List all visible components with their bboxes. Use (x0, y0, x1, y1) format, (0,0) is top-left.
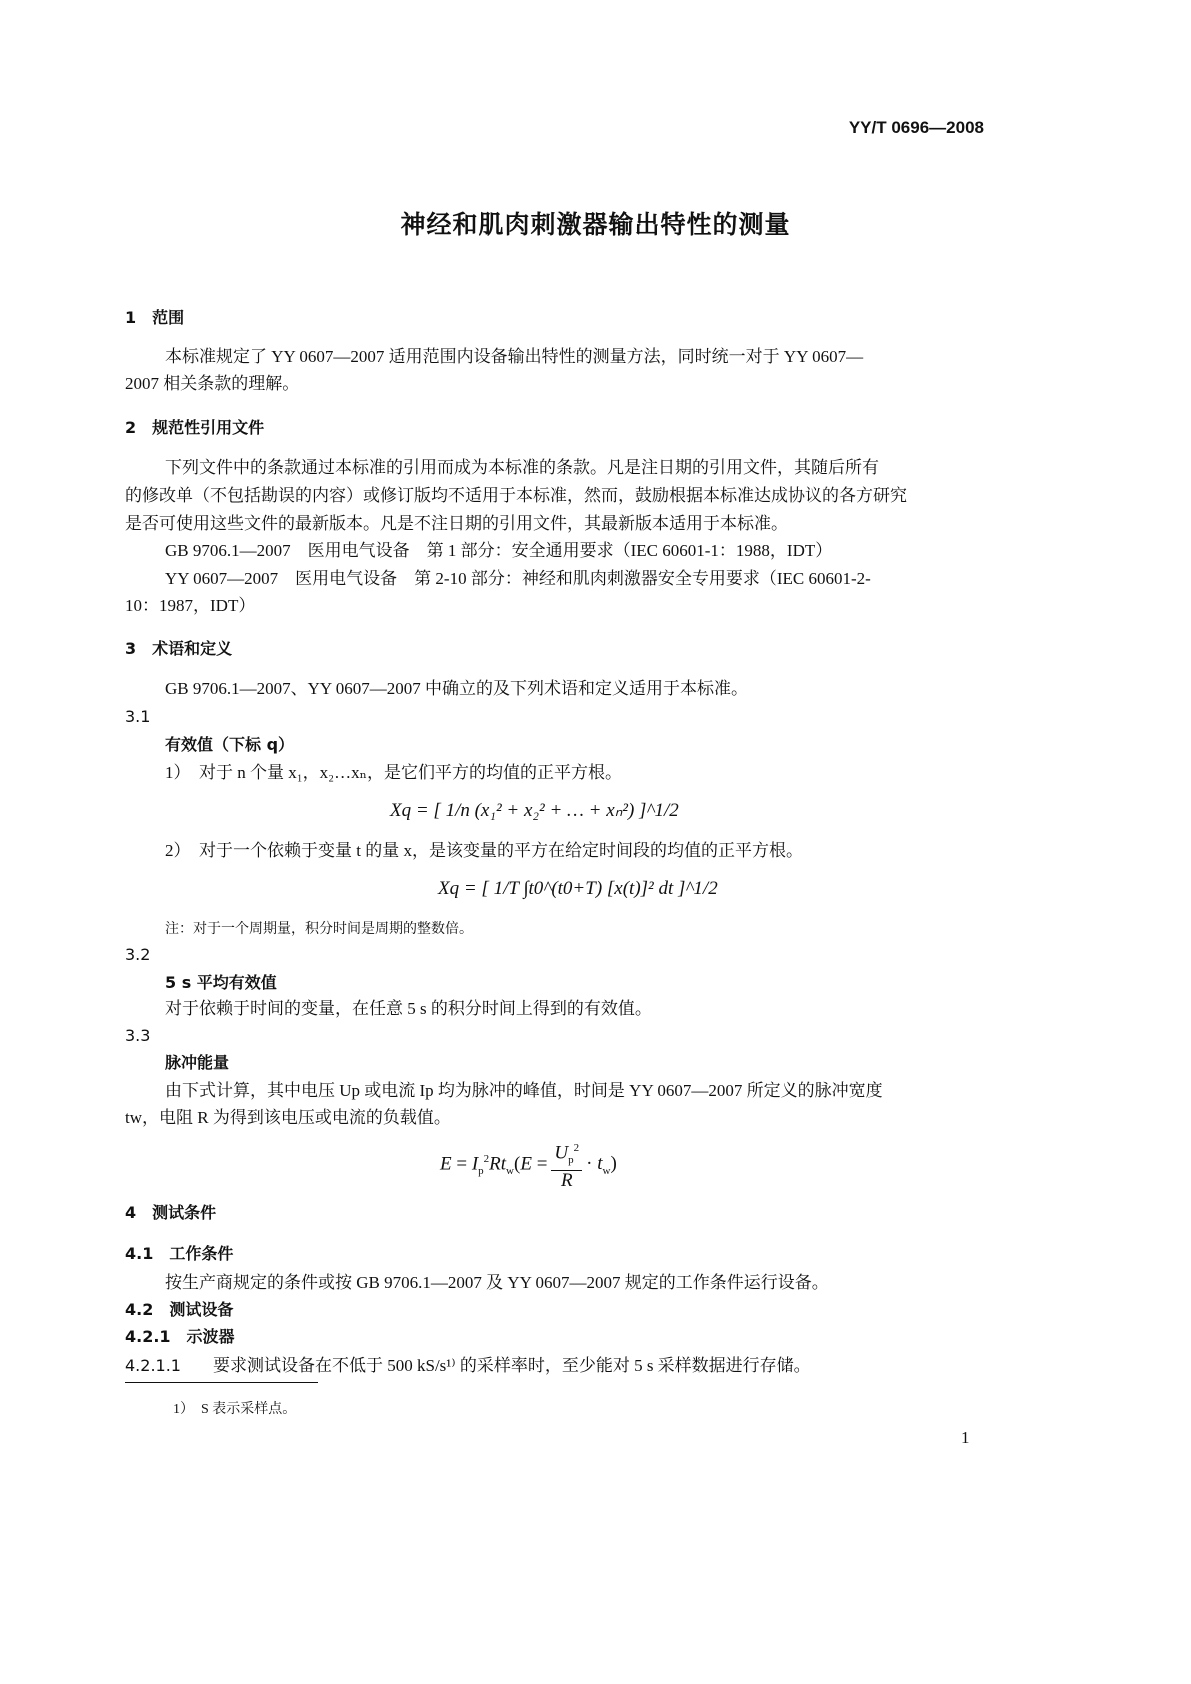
reference-item: GB 9706.1—2007 医用电气设备 第 1 部分：安全通用要求（IEC 60601-1：1988，IDT） (165, 541, 833, 560)
page-number: 1 (961, 1428, 970, 1447)
formula-rms-continuous: Xq = [ 1/T ∫t0^(t0+T) [x(t)]² dt ]^1/2 (438, 878, 718, 899)
paragraph-line: 对于依赖于时间的变量，在任意 5 s 的积分时间上得到的有效值。 (165, 999, 652, 1018)
term-heading: 脉冲能量 (165, 1053, 230, 1072)
clause-number: 4.2.1.1 (125, 1356, 181, 1375)
footnote-divider (125, 1382, 318, 1383)
formula-pulse-energy: $E = I_p^2Rt_w(E$ = $\frac{U_p^2}{R}$ · $t_w$) (440, 1138, 617, 1191)
section-4-2-1-heading: 4.2.1 示波器 (125, 1327, 235, 1346)
section-4-1-heading: 4.1 工作条件 (125, 1244, 234, 1263)
paragraph-line: 由下式计算，其中电压 Up 或电流 Ip 均为脉冲的峰值，时间是 YY 0607—2007 所定义的脉冲宽度 (165, 1081, 883, 1100)
paragraph-line: 是否可使用这些文件的最新版本。凡是不注日期的引用文件，其最新版本适用于本标准。 (125, 514, 788, 533)
list-item: 2） 对于一个依赖于变量 t 的量 x，是该变量的平方在给定时间段的均值的正平方根。 (165, 841, 803, 860)
paragraph-line: tw，电阻 R 为得到该电压或电流的负载值。 (125, 1108, 451, 1127)
paragraph-line: 按生产商规定的条件或按 GB 9706.1—2007 及 YY 0607—2007 规定的工作条件运行设备。 (165, 1273, 829, 1292)
term-heading: 5 s 平均有效值 (165, 973, 277, 992)
standard-code: YY/T 0696—2008 (848, 118, 984, 137)
reference-item: YY 0607—2007 医用电气设备 第 2-10 部分：神经和肌肉刺激器安全专用要求（IEC 60601-2- (165, 569, 871, 588)
paragraph-line: 本标准规定了 YY 0607—2007 适用范围内设备输出特性的测量方法，同时统一对于 YY 0607— (165, 347, 864, 366)
clause-number: 3.1 (125, 707, 151, 726)
clause-number: 3.2 (125, 945, 151, 964)
reference-item: 10：1987，IDT） (125, 596, 256, 615)
section-1-heading: 1 范围 (125, 308, 185, 327)
list-item: 1） 对于 n 个量 x₁，x₂…xₙ，是它们平方的均值的正平方根。 (165, 763, 622, 782)
clause-number: 3.3 (125, 1026, 151, 1045)
page-title: 神经和肌肉刺激器输出特性的测量 (400, 210, 791, 239)
footnote: 1） S 表示采样点。 (173, 1402, 297, 1417)
formula-rms-discrete: Xq = [ 1/n (x₁² + x₂² + … + xₙ²) ]^1/2 (390, 800, 679, 821)
note: 注：对于一个周期量，积分时间是周期的整数倍。 (165, 922, 473, 937)
section-3-heading: 3 术语和定义 (125, 639, 233, 658)
section-4-heading: 4 测试条件 (125, 1203, 217, 1222)
section-2-heading: 2 规范性引用文件 (125, 418, 265, 437)
section-4-2-heading: 4.2 测试设备 (125, 1300, 234, 1319)
paragraph-line: 下列文件中的条款通过本标准的引用而成为本标准的条款。凡是注日期的引用文件，其随后所有 (165, 458, 879, 477)
paragraph-line: 要求测试设备在不低于 500 kS/s¹⁾ 的采样率时，至少能对 5 s 采样数据进行存储。 (213, 1356, 811, 1375)
paragraph-line: 的修改单（不包括勘误的内容）或修订版均不适用于本标准，然而，鼓励根据本标准达成协议的各方研究 (125, 486, 907, 505)
paragraph-line: 2007 相关条款的理解。 (125, 374, 300, 393)
paragraph-line: GB 9706.1—2007、YY 0607—2007 中确立的及下列术语和定义适用于本标准。 (165, 679, 749, 698)
term-heading: 有效值（下标 q） (165, 735, 295, 754)
